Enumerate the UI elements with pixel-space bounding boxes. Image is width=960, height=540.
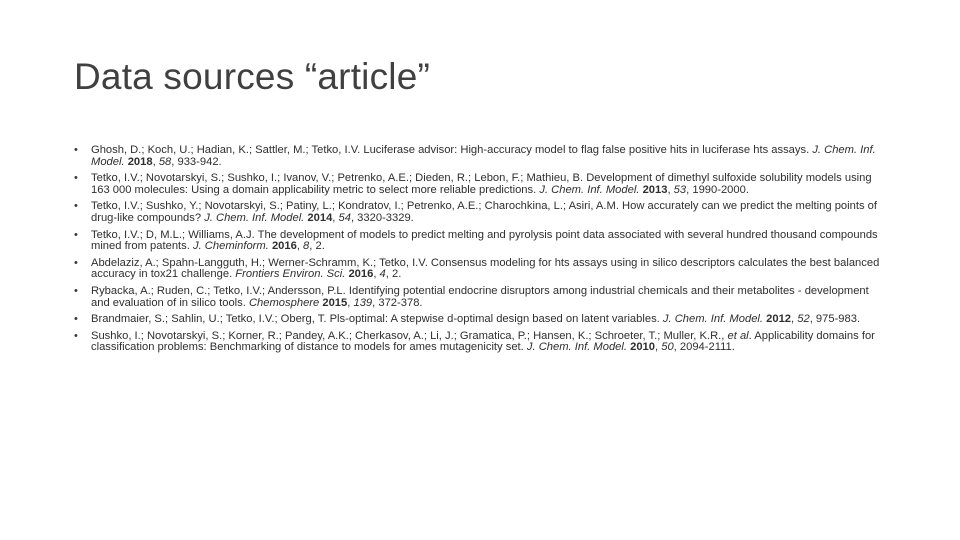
ref-pages: , 2094-2111.	[673, 341, 735, 354]
ref-sep: ,	[152, 155, 159, 168]
bullet-icon: •	[74, 329, 78, 342]
ref-sep: ,	[667, 183, 674, 196]
ref-year: 2018	[127, 155, 153, 168]
reference-item	[74, 201, 890, 224]
ref-volume: 8	[303, 240, 310, 253]
ref-journal: J. Chem. Inf. Model.	[526, 341, 627, 354]
ref-authors-continued: . Applicability domains for classification problems: Benchmarking of distance to models for ames mutagenicity set.	[91, 329, 875, 354]
bullet-icon: •	[74, 256, 78, 269]
ref-journal: J. Chem. Inf. Model.	[662, 313, 764, 326]
bullet-icon: •	[74, 284, 78, 297]
slide-title: Data sources “article”	[74, 56, 431, 97]
bullet-icon: •	[74, 172, 78, 185]
ref-sep: ,	[332, 211, 339, 224]
ref-pages: , 2.	[309, 240, 325, 253]
ref-volume: 4	[379, 268, 386, 281]
reference-item	[74, 331, 890, 354]
ref-sep: ,	[347, 296, 354, 309]
ref-authors: Sushko, I.; Novotarskyi, S.; Korner, R.; Pandey, A.K.; Cherkasov, A.; Li, J.; Gramatica, P.; Hansen, K.; Schroeter, T.; Muller, K.R.,	[91, 329, 728, 342]
ref-sep: ,	[791, 313, 798, 326]
ref-year: 2016	[271, 240, 297, 253]
ref-pages: , 2.	[385, 268, 402, 281]
ref-pages: , 3320-3329.	[350, 211, 414, 224]
ref-volume: 58	[158, 155, 172, 168]
bullet-icon: •	[74, 144, 78, 156]
ref-journal: J. Chem. Inf. Model.	[539, 183, 640, 196]
reference-list	[74, 145, 890, 359]
ref-year: 2014	[307, 211, 333, 224]
ref-authors: Rybacka, A.; Ruden, C.; Tetko, I.V.; Andersson, P.L. Identifying potential endocrine disruptors among industrial chemicals and their metabolites - development and evaluation of in silico tools.	[91, 284, 869, 309]
ref-year: 2015	[322, 296, 348, 309]
ref-volume: 52	[797, 313, 810, 326]
ref-authors: Tetko, I.V.; D, M.L.; Williams, A.J. The development of models to predict melting and pyrolysis point data associated with several hundred thousand compounds mined from patents.	[91, 228, 878, 253]
ref-authors: Tetko, I.V.; Sushko, Y.; Novotarskyi, S.; Patiny, L.; Kondratov, I.; Petrenko, A.E.; Charochkina, L.; Asiri, A.M. How accurately can we predict the melting points of drug-like compounds?	[91, 200, 877, 224]
ref-sep: ,	[655, 341, 662, 354]
bullet-icon: •	[74, 200, 78, 213]
ref-volume: 139	[353, 296, 373, 309]
ref-year: 2013	[642, 183, 668, 196]
ref-pages: , 975-983.	[809, 313, 861, 326]
ref-etal: et al	[727, 329, 749, 342]
ref-authors: Brandmaier, S.; Sahlin, U.; Tetko, I.V.; Oberg, T. Pls-optimal: A stepwise d-optimal design based on latent variables.	[91, 313, 663, 326]
reference-item	[74, 286, 890, 309]
ref-year: 2012	[766, 313, 792, 326]
reference-item	[74, 173, 890, 196]
ref-pages: , 372-378.	[372, 296, 423, 309]
ref-authors: Tetko, I.V.; Novotarskyi, S.; Sushko, I.; Ivanov, V.; Petrenko, A.E.; Dieden, R.; Lebon, F.; Mathieu, B. Development of dimethyl sulfoxide solubility models using 163 000 molecules: Using a domain applicability metric to select more reliable predictions.	[91, 172, 872, 196]
ref-pages: , 933-942.	[171, 155, 222, 168]
ref-journal: J. Cheminform.	[192, 240, 269, 253]
ref-authors: Ghosh, D.; Koch, U.; Hadian, K.; Sattler, M.; Tetko, I.V. Luciferase advisor: High-accuracy model to flag false positive hits in luciferase hts assays.	[91, 144, 813, 156]
ref-sep: ,	[373, 268, 380, 281]
ref-volume: 53	[673, 183, 687, 196]
reference-item	[74, 145, 890, 168]
ref-journal: J. Chem. Inf. Model.	[204, 211, 305, 224]
ref-journal: J. Chem. Inf. Model.	[91, 144, 876, 168]
reference-item	[74, 258, 890, 281]
ref-year: 2010	[630, 341, 655, 354]
ref-year: 2016	[348, 268, 374, 281]
bullet-icon: •	[74, 228, 78, 241]
ref-volume: 50	[661, 341, 674, 354]
ref-pages: , 1990-2000.	[686, 183, 749, 196]
reference-item	[74, 230, 890, 253]
ref-journal: Chemosphere	[248, 296, 320, 309]
ref-sep: ,	[296, 240, 304, 253]
ref-volume: 54	[338, 211, 351, 224]
ref-authors: Abdelaziz, A.; Spahn-Langguth, H.; Werner-Schramm, K.; Tetko, I.V. Consensus modeling for hts assays using in silico descriptors calculates the best balanced accuracy in tox21 challenge.	[91, 256, 880, 281]
reference-item	[74, 314, 890, 326]
ref-journal: Frontiers Environ. Sci.	[235, 268, 346, 281]
bullet-icon: •	[74, 313, 78, 326]
